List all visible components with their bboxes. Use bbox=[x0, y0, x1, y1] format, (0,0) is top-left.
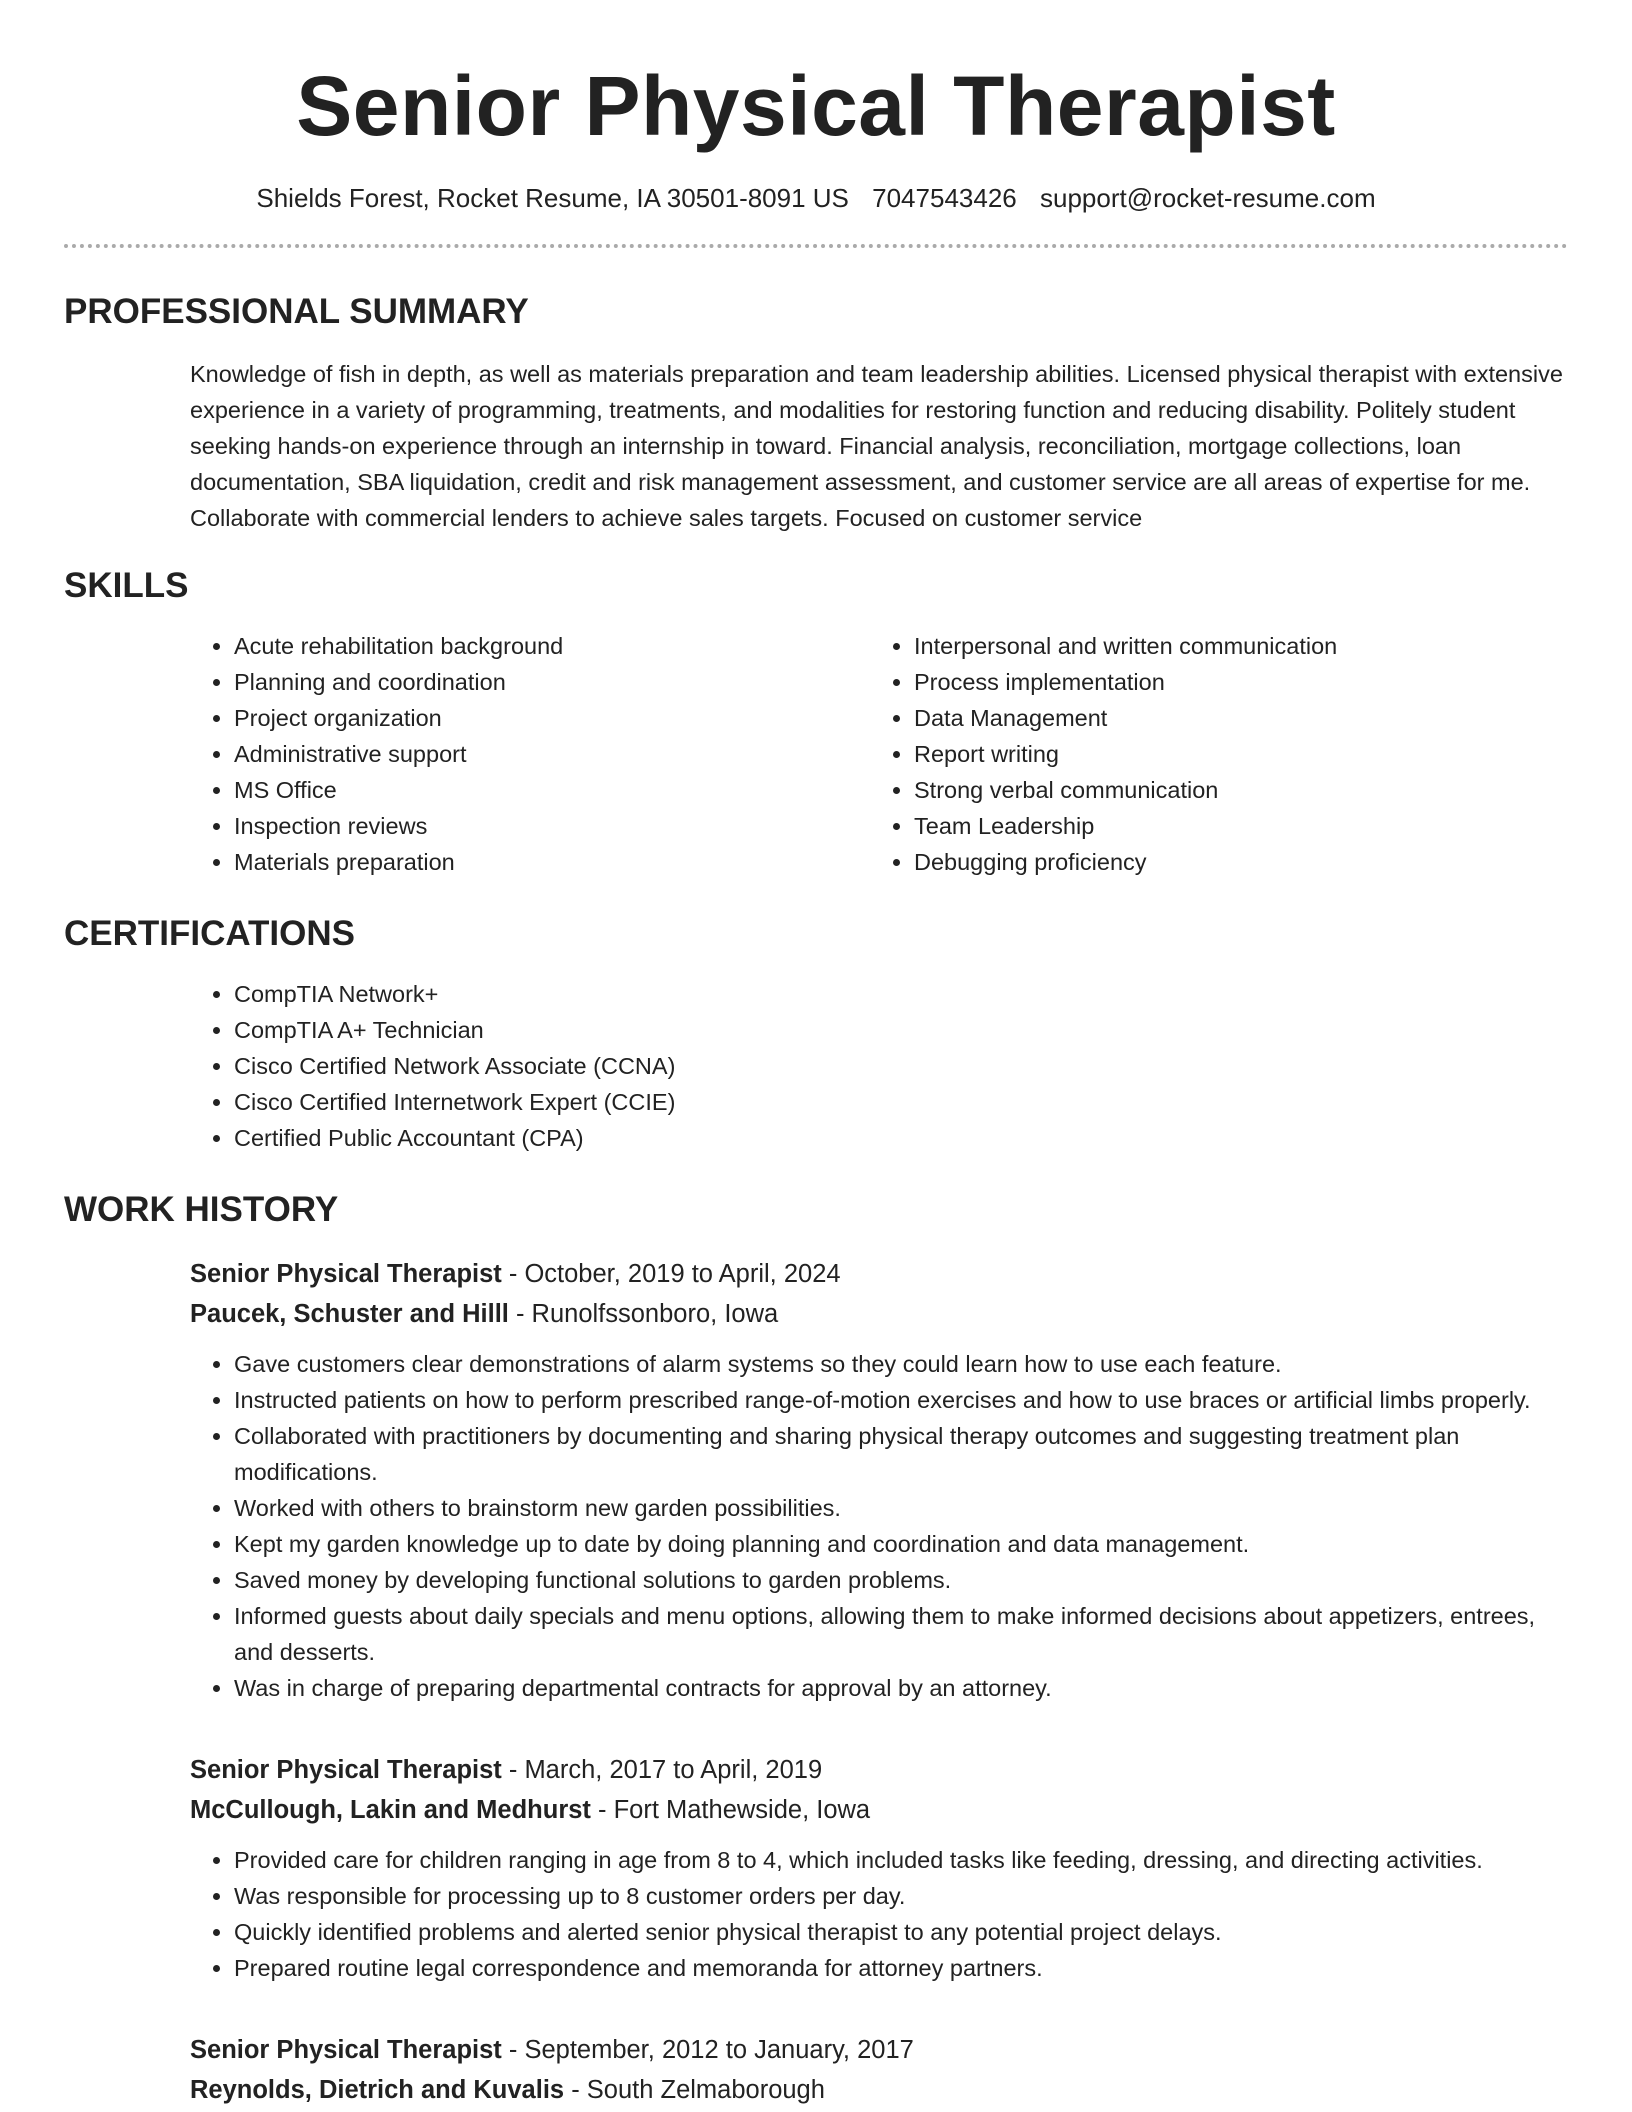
job-bullets bbox=[190, 1346, 1568, 1706]
job-company-line bbox=[190, 1790, 1568, 1830]
skill-item: • Strong verbal communication bbox=[914, 772, 1550, 808]
skill-item: • Report writing bbox=[914, 736, 1550, 772]
job-bullet: • Saved money by developing functional solutions to garden problems. bbox=[234, 1562, 1568, 1598]
skills-list-left bbox=[190, 628, 870, 880]
certifications-heading: CERTIFICATIONS bbox=[64, 914, 356, 953]
skills-section bbox=[64, 564, 1568, 880]
certifications-section bbox=[64, 912, 1568, 1156]
job-company: Reynolds, Dietrich and Kuvalis bbox=[190, 2076, 565, 2104]
skill-item: • Data Management bbox=[914, 700, 1550, 736]
skill-item: • Interpersonal and written communication bbox=[914, 628, 1550, 664]
contact-phone: 7047543426 bbox=[872, 183, 1017, 213]
summary-text: Knowledge of fish in depth, as well as materials preparation and team leadership abilities. Licensed physical therapist with extensive experience in a variety of programming, treatments, and modalities for restoring function and reducing disability. Politely student seeking hands-on experience through an internship in toward. Financial analysis, reconciliation, mortgage collections, loan documentation, SBA liquidation, credit and risk management assessment, and customer service are all areas of expertise for me. Collaborate with commercial lenders to achieve sales targets. Focused on customer service bbox=[190, 361, 1563, 531]
skill-item: • Acute rehabilitation background bbox=[234, 628, 870, 664]
candidate-name: Senior Physical Therapist bbox=[296, 59, 1336, 153]
certification-item: • Certified Public Accountant (CPA) bbox=[234, 1120, 1568, 1156]
job-bullet: • Worked with others to brainstorm new garden possibilities. bbox=[234, 1490, 1568, 1526]
skills-columns bbox=[190, 628, 1568, 880]
job-bullet: • Kept my garden knowledge up to date by doing planning and coordination and data management. bbox=[234, 1526, 1568, 1562]
job-bullet: • Provided care for children ranging in age from 8 to 4, which included tasks like feeding, dressing, and directing activities. bbox=[234, 1842, 1568, 1878]
certifications-wrap bbox=[190, 976, 1568, 1156]
skill-item: • Materials preparation bbox=[234, 844, 870, 880]
job-title-line bbox=[190, 1750, 1568, 1790]
job-bullet: • Prepared routine legal correspondence and memoranda for attorney partners. bbox=[234, 1950, 1568, 1986]
contact-line bbox=[64, 182, 1568, 214]
header-divider bbox=[64, 244, 1568, 248]
job-bullet: • Instructed patients on how to perform prescribed range-of-motion exercises and how to use braces or artificial limbs properly. bbox=[234, 1382, 1568, 1418]
work-history-heading: WORK HISTORY bbox=[64, 1190, 339, 1229]
job-entry bbox=[190, 2030, 1568, 2110]
job-bullet: • Was responsible for processing up to 8 customer orders per day. bbox=[234, 1878, 1568, 1914]
summary-heading: PROFESSIONAL SUMMARY bbox=[64, 292, 529, 331]
skill-item: • Debugging proficiency bbox=[914, 844, 1550, 880]
summary-section bbox=[64, 290, 1568, 536]
skills-column-right bbox=[870, 628, 1550, 880]
skill-item: • Process implementation bbox=[914, 664, 1550, 700]
certification-item: • Cisco Certified Internetwork Expert (CCIE) bbox=[234, 1084, 1568, 1120]
skills-heading: SKILLS bbox=[64, 566, 189, 605]
job-company: McCullough, Lakin and Medhurst bbox=[190, 1796, 591, 1824]
job-bullets bbox=[190, 1842, 1568, 1986]
contact-email: support@rocket-resume.com bbox=[1039, 183, 1376, 213]
skill-item: • Team Leadership bbox=[914, 808, 1550, 844]
job-location: - Fort Mathewside, Iowa bbox=[590, 1796, 871, 1824]
certification-item: • Cisco Certified Network Associate (CCNA) bbox=[234, 1048, 1568, 1084]
skill-item: • Administrative support bbox=[234, 736, 870, 772]
job-company-line bbox=[190, 1294, 1568, 1334]
job-location: - South Zelmaborough bbox=[564, 2076, 825, 2104]
job-entry bbox=[190, 1750, 1568, 1986]
job-dates: - March, 2017 to April, 2019 bbox=[501, 1756, 823, 1784]
job-title-line bbox=[190, 1254, 1568, 1294]
skill-item: • Planning and coordination bbox=[234, 664, 870, 700]
job-bullet: • Quickly identified problems and alerted senior physical therapist to any potential project delays. bbox=[234, 1914, 1568, 1950]
job-role: Senior Physical Therapist bbox=[190, 2036, 502, 2064]
job-bullet: • Collaborated with practitioners by documenting and sharing physical therapy outcomes and suggesting treatment plan modifications. bbox=[234, 1418, 1568, 1490]
job-company: Paucek, Schuster and Hilll bbox=[190, 1300, 509, 1328]
job-entry bbox=[190, 1254, 1568, 1706]
work-history-section bbox=[64, 1188, 1568, 2110]
job-role: Senior Physical Therapist bbox=[190, 1756, 502, 1784]
job-title-line bbox=[190, 2030, 1568, 2070]
job-bullet: • Informed guests about daily specials and menu options, allowing them to make informed decisions about appetizers, entrees, and desserts. bbox=[234, 1598, 1568, 1670]
job-bullet: • Gave customers clear demonstrations of alarm systems so they could learn how to use each feature. bbox=[234, 1346, 1568, 1382]
job-bullet: • Was in charge of preparing departmental contracts for approval by an attorney. bbox=[234, 1670, 1568, 1706]
skill-item: • MS Office bbox=[234, 772, 870, 808]
certification-item: • CompTIA A+ Technician bbox=[234, 1012, 1568, 1048]
skills-list-right bbox=[870, 628, 1550, 880]
job-dates: - October, 2019 to April, 2024 bbox=[501, 1260, 841, 1288]
job-dates: - September, 2012 to January, 2017 bbox=[501, 2036, 914, 2064]
skill-item: • Project organization bbox=[234, 700, 870, 736]
skill-item: • Inspection reviews bbox=[234, 808, 870, 844]
job-location: - Runolfssonboro, Iowa bbox=[508, 1300, 779, 1328]
skills-column-left bbox=[190, 628, 870, 880]
certification-item: • CompTIA Network+ bbox=[234, 976, 1568, 1012]
contact-address: Shields Forest, Rocket Resume, IA 30501-8091 US bbox=[256, 183, 849, 213]
job-role: Senior Physical Therapist bbox=[190, 1260, 502, 1288]
certifications-list bbox=[190, 976, 1568, 1156]
job-company-line bbox=[190, 2070, 1568, 2110]
